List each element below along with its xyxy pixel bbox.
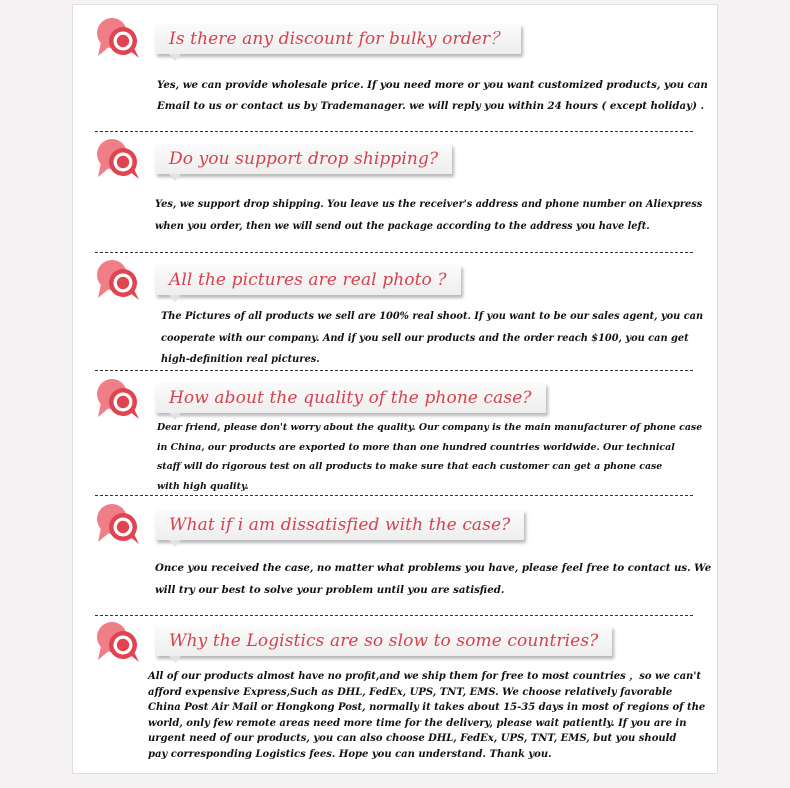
question-banner bbox=[155, 510, 524, 540]
answer-line: afford expensive Express,Such as DHL, FedEx, UPS, TNT, EMS. We choose relatively favorable bbox=[148, 686, 673, 698]
speech-bubbles-icon bbox=[95, 377, 143, 423]
speech-bubbles-icon bbox=[95, 137, 143, 183]
answer-line: cooperate with our company. And if you sell our products and the order reach $100, you can get bbox=[161, 332, 689, 344]
dashed-divider bbox=[95, 252, 693, 253]
answer-line: Yes, we support drop shipping. You leave us the receiver's address and phone number on Aliexpress bbox=[155, 199, 703, 210]
answer-line: Dear friend, please don't worry about the quality. Our company is the main manufacturer of phone case bbox=[157, 422, 703, 433]
question-text: Why the Logistics are so slow to some countries? bbox=[169, 631, 599, 651]
question-text: Do you support drop shipping? bbox=[169, 149, 439, 169]
question-text: How about the quality of the phone case? bbox=[169, 388, 532, 408]
question-banner bbox=[155, 383, 546, 413]
answer-line: The Pictures of all products we sell are 100% real shoot. If you want to be our sales agent, you can bbox=[161, 311, 704, 322]
answer-text bbox=[148, 669, 705, 762]
answer-line: staff will do rigorous test on all products to make sure that each customer can get a phone case bbox=[157, 461, 663, 472]
answer-line: will try our best to solve your problem until you are satisfied. bbox=[155, 584, 505, 596]
speech-bubbles-icon bbox=[95, 16, 143, 62]
question-banner bbox=[155, 265, 461, 295]
answer-line: high-definition real pictures. bbox=[161, 354, 320, 365]
answer-line: All of our products almost have no profit,and we ship them for free to most countries ，so we can't bbox=[148, 671, 702, 682]
answer-line: China Post Air Mail or Hongkong Post, normally it takes about 15-35 days in most of regions of the bbox=[148, 702, 706, 713]
answer-line: Yes, we can provide wholesale price. If you need more or you want customized products, you can bbox=[157, 79, 708, 91]
answer-line: with high quality. bbox=[157, 480, 249, 492]
answer-line: pay corresponding Logistics fees. Hope you can understand. Thank you. bbox=[148, 748, 552, 760]
question-text: Is there any discount for bulky order？ bbox=[169, 29, 508, 49]
answer-line: Email to us or contact us by Trademanager. we will reply you within 24 hours ( except holiday) . bbox=[157, 100, 704, 112]
dashed-divider bbox=[95, 370, 693, 371]
dashed-divider bbox=[95, 495, 693, 496]
speech-bubbles-icon bbox=[95, 502, 143, 548]
answer-text bbox=[155, 194, 702, 238]
answer-line: urgent need of our products, you can also choose DHL, FedEx, UPS, TNT, EMS, but you should bbox=[148, 733, 677, 744]
dashed-divider bbox=[95, 615, 693, 616]
dashed-divider bbox=[95, 131, 693, 132]
answer-text bbox=[161, 306, 703, 371]
question-banner bbox=[155, 144, 452, 174]
answer-line: Once you received the case, no matter what problems you have, please feel free to contact us. We bbox=[155, 562, 712, 574]
answer-text bbox=[157, 75, 708, 117]
answer-text bbox=[157, 418, 702, 496]
answer-line: world, only few remote areas need more time for the delivery, please wait patiently. If you are in bbox=[148, 717, 687, 729]
question-banner bbox=[155, 24, 521, 54]
answer-line: when you order, then we will send out the package according to the address you have left. bbox=[155, 221, 650, 232]
question-banner bbox=[155, 626, 612, 656]
answer-text bbox=[155, 557, 711, 601]
question-text: All the pictures are real photo ? bbox=[169, 270, 447, 290]
answer-line: in China, our products are exported to more than one hundred countries worldwide. Our technical bbox=[157, 441, 675, 453]
speech-bubbles-icon bbox=[95, 620, 143, 666]
speech-bubbles-icon bbox=[95, 258, 143, 304]
question-text: What if i am dissatisfied with the case? bbox=[169, 515, 511, 535]
